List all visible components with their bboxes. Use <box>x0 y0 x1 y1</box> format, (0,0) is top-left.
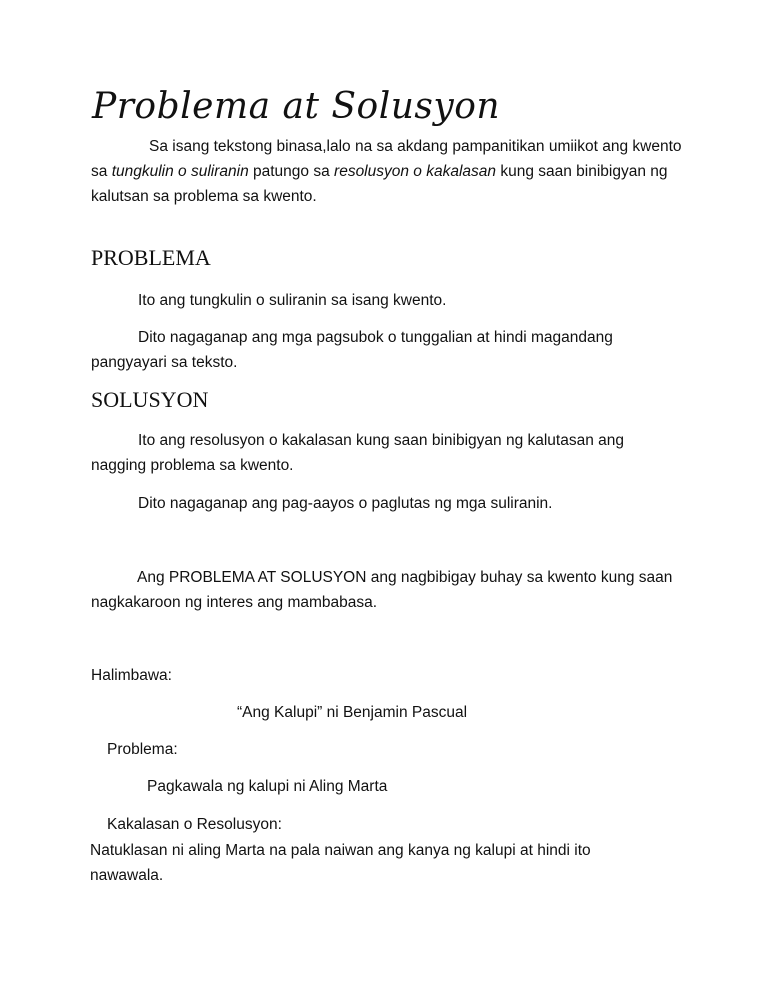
solusyon-heading: SOLUSYON <box>91 387 209 412</box>
example-problem-label: Problema: <box>107 741 178 758</box>
halimbawa-label: Halimbawa: <box>91 667 172 684</box>
problema-definition: Ito ang tungkulin o suliranin sa isang kwento. <box>138 292 447 309</box>
solusyon-description: Dito nagaganap ang pag-aayos o paglutas ng mga suliranin. <box>138 495 553 512</box>
intro-emphasis-2: resolusyon o kakalasan <box>334 163 497 180</box>
example-problem-text: Pagkawala ng kalupi ni Aling Marta <box>147 778 388 795</box>
intro-text-1: Sa isang tekstong binasa,lalo na sa akdang pampanitikan umiikot ang kwento sa <box>91 138 682 180</box>
example-resolution-label: Kakalasan o Resolusyon: <box>107 816 282 833</box>
example-story-title: “Ang Kalupi” ni Benjamin Pascual <box>237 704 468 721</box>
intro-emphasis-1: tungkulin o suliranin <box>111 163 249 180</box>
problema-heading: PROBLEMA <box>91 245 211 270</box>
intro-text-2: patungo sa <box>248 163 335 180</box>
problema-description: Dito nagaganap ang mga pagsubok o tunggalian at hindi magandang pangyayari sa teksto. <box>91 329 613 371</box>
solusyon-definition: Ito ang resolusyon o kakalasan kung saan binibigyan ng kalutasan ang nagging problema sa kwento. <box>91 432 625 474</box>
intro-paragraph <box>91 134 691 209</box>
intro-text-3: kung saan binibigyan ng kalutsan sa problema sa kwento. <box>91 163 668 205</box>
example-resolution-text: Natuklasan ni aling Marta na pala naiwan ang kanya ng kalupi at hindi ito nawawala. <box>90 842 591 884</box>
document-title: Problema at Solusyon <box>92 86 501 127</box>
summary-paragraph: Ang PROBLEMA AT SOLUSYON ang nagbibigay buhay sa kwento kung saan nagkakaroon ng interes ang mambabasa. <box>91 569 673 611</box>
